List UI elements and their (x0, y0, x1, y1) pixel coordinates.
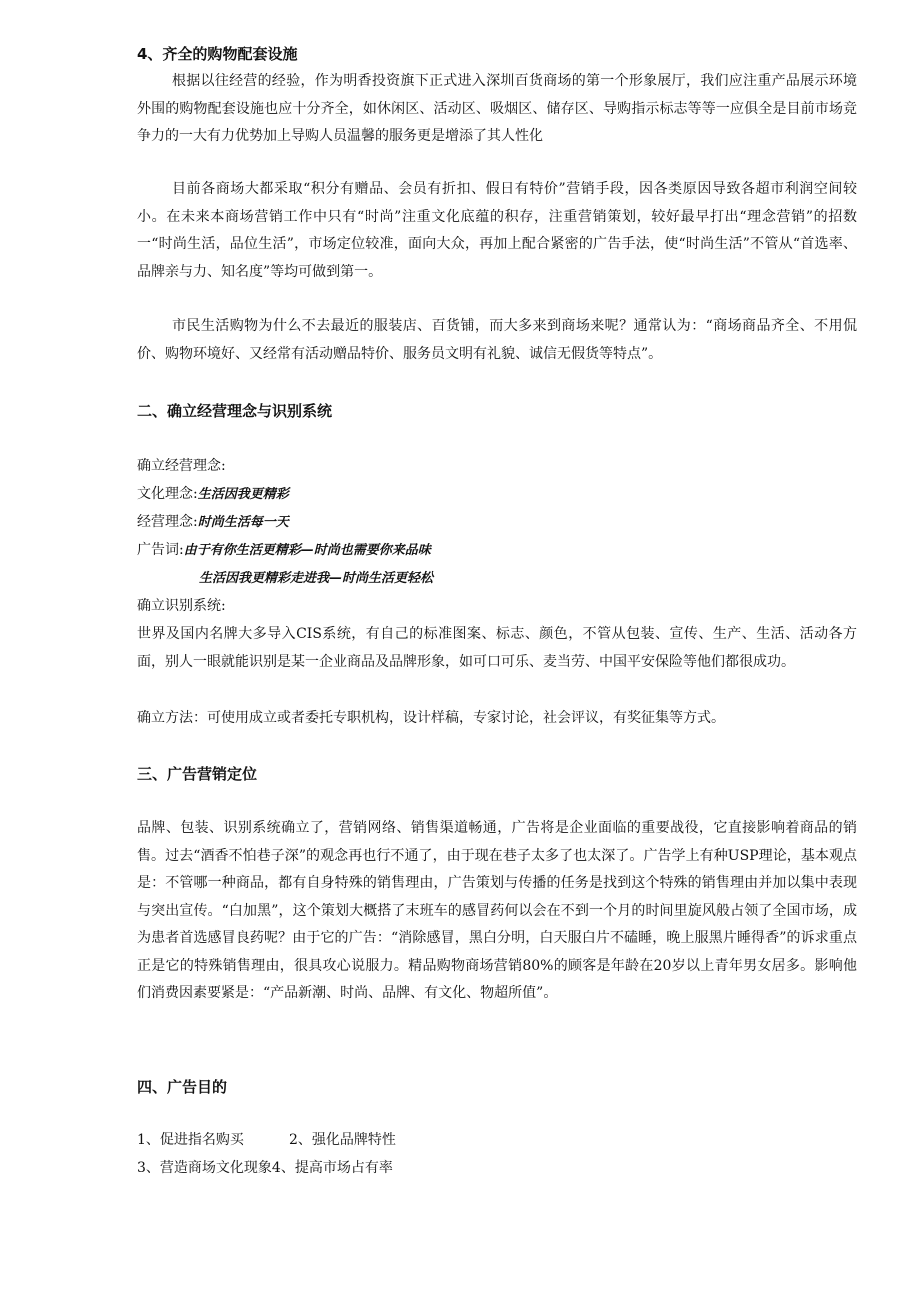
culture-concept-line (137, 480, 857, 509)
goals-row-1 (137, 1126, 857, 1154)
section-4-paragraph-3: 市民生活购物为什么不去最近的服装店、百货铺，而大多来到商场来呢？通常认为：“商场商品齐全、不用侃价、购物环境好、又经常有活动赠品特价、服务员文明有礼貌、诚信无假货等特点”。 (137, 318, 857, 362)
business-concept-value: 时尚生活每一天 (197, 515, 289, 530)
ad-slogan-value-2: 生活因我更精彩走进我—时尚生活更轻松 (199, 571, 434, 586)
goals-row-2 (137, 1154, 857, 1182)
ad-slogan-line-2 (137, 564, 919, 593)
goal-4: 4、提高市场占有率 (271, 1160, 393, 1176)
ad-slogan-line (137, 536, 857, 565)
business-concept-line (137, 508, 857, 537)
section-2-heading: 二、确立经营理念与识别系统 (137, 402, 333, 420)
identity-system-body: 世界及国内名牌大多导入CIS系统，有自己的标准图案、标志、颜色，不管从包装、宣传、生产、生活、活动各方面，别人一眼就能识别是某一企业商品及品牌形象，如可口可乐、麦当劳、中国平安保险等他们都很成功。 (137, 626, 857, 670)
ad-slogan-value-1: 由于有你生活更精彩—时尚也需要你来品味 (183, 543, 431, 558)
culture-concept-value: 生活因我更精彩 (197, 487, 289, 502)
business-concept-label: 经营理念: (137, 514, 198, 530)
section-3-body: 品牌、包装、识别系统确立了，营销网络、销售渠道畅通，广告将是企业面临的重要战役，它直接影响着商品的销售。过去“酒香不怕巷子深”的观念再也行不通了，由于现在巷子太多了也太深了。广告学上有种USP理论，基本观点是：不管哪一种商品，都有自身特殊的销售理由，广告策划与传播的任务是找到这个特殊的销售理由并加以集中表现与突出宣传。“白加黑”，这个策划大概搭了末班车的感冒药何以会在不到一个月的时间里旋风般占领了全国市场，成为患者首选感冒良药呢？由于它的广告：“消除感冒，黑白分明，白天服白片不磕睡，晚上服黑片睡得香”的诉求重点正是它的特殊销售理由，很具攻心说服力。精品购物商场营销80%的顾客是年龄在20岁以上青年男女居多。影响他们消费因素要紧是：“产品新潮、时尚、品牌、有文化、物超所值”。 (137, 820, 857, 1001)
section-4-paragraph-2: 目前各商场大都采取“积分有赠品、会员有折扣、假日有特价”营销手段，因各类原因导致各超市利润空间较小。在未来本商场营销工作中只有“时尚”注重文化底蕴的积存，注重营销策划，较好最早打出“理念营销”的招数一“时尚生活，品位生活”，市场定位较准，面向大众，再加上配合紧密的广告手法，使“时尚生活”不管从“首选率、品牌亲与力、知名度”等均可做到第一。 (137, 181, 857, 280)
goal-2: 2、强化品牌特性 (289, 1132, 396, 1148)
identity-system-label: 确立识别系统: (137, 598, 226, 614)
section-4-paragraph-1: 根据以往经营的经验，作为明香投资旗下正式进入深圳百货商场的第一个形象展厅，我们应注重产品展示环境外围的购物配套设施也应十分齐全，如休闲区、活动区、吸烟区、储存区、导购指示标志等等一应俱全是目前市场竞争力的一大有力优势加上导购人员温馨的服务更是增添了其人性化 (137, 73, 857, 144)
section-3-heading: 三、广告营销定位 (137, 765, 258, 783)
section-4-heading: 4、齐全的购物配套设施 (137, 45, 298, 63)
concept-label: 确立经营理念: (137, 458, 226, 474)
goal-1: 1、促进指名购买 (137, 1132, 244, 1148)
culture-concept-label: 文化理念: (137, 486, 198, 502)
goal-3: 3、营造商场文化现象 (137, 1160, 272, 1176)
method-line: 确立方法：可使用成立或者委托专职机构，设计样稿，专家讨论，社会评议，有奖征集等方式。 (137, 710, 725, 726)
section-4b-heading: 四、广告目的 (137, 1078, 228, 1096)
ad-slogan-label: 广告词: (137, 542, 184, 558)
